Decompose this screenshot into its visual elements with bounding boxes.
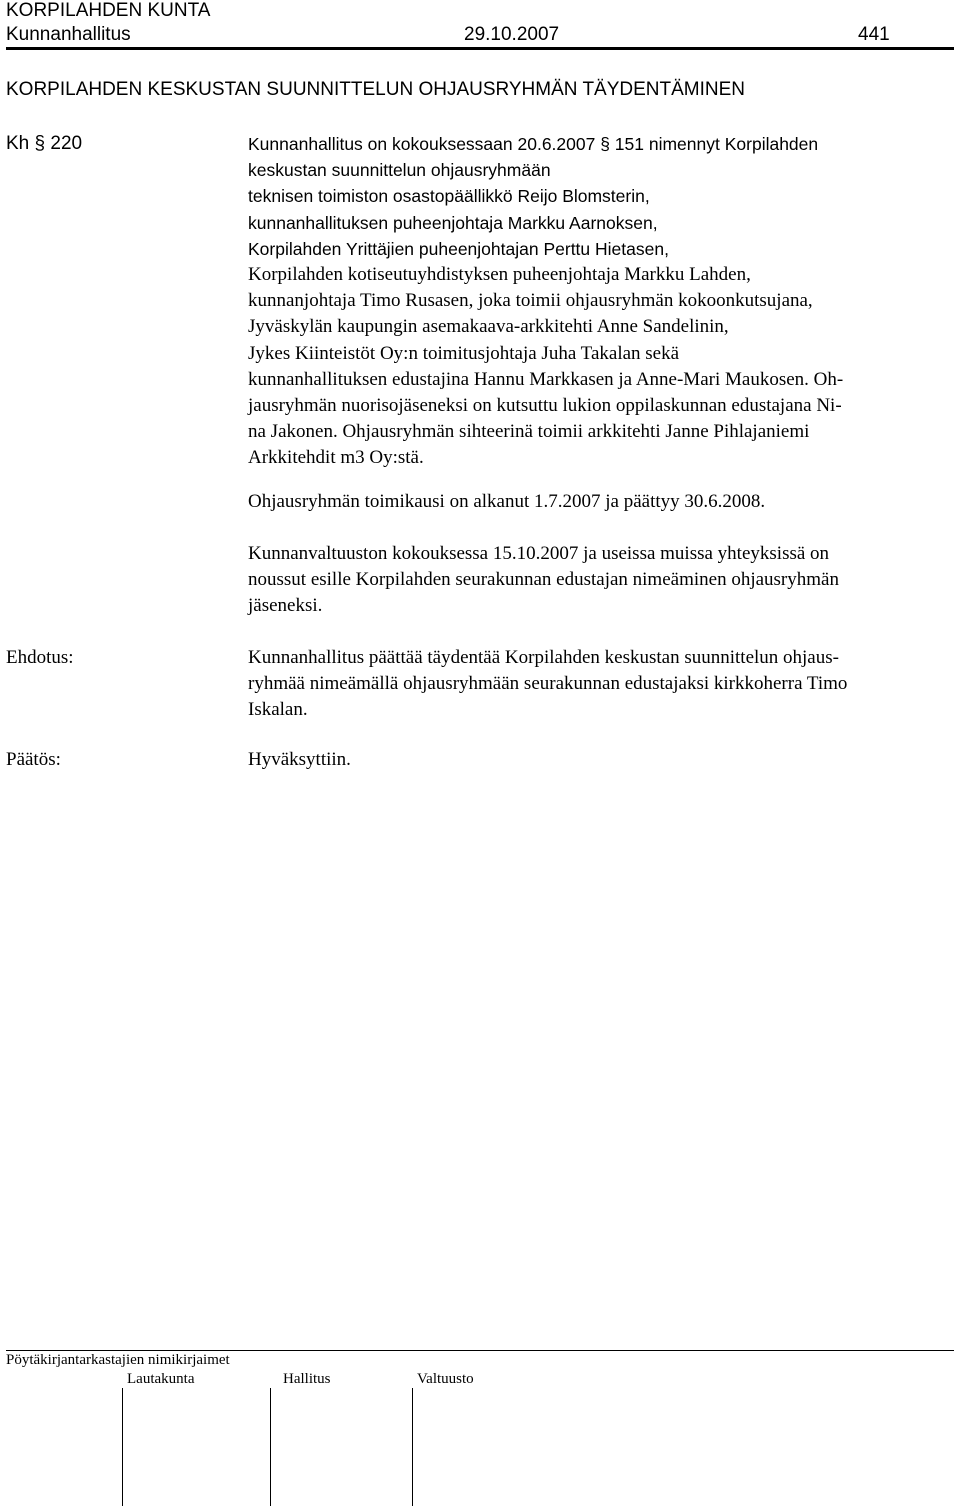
proposal-line: ryhmää nimeämällä ohjausryhmään seurakunnan edustajaksi kirkkoherra Timo (248, 673, 848, 695)
section-body (248, 131, 954, 472)
header-divider (6, 47, 954, 50)
decision-text: Hyväksyttiin. (248, 749, 351, 770)
council-line: Kunnanvaltuuston kokouksessa 15.10.2007 ja useissa muissa yhteyksissä on (248, 543, 830, 564)
proposal-line: Kunnanhallitus päättää täydentää Korpilahden keskustan suunnittelun ohjaus- (248, 647, 839, 668)
body-line: jausryhmän nuorisojäseneksi on kutsuttu lukion oppilaskunnan edustajana Ni- (248, 395, 842, 417)
section-symbol: § (34, 133, 46, 154)
body-line: kunnanhallituksen edustajina Hannu Markkasen ja Anne-Mari Maukosen. Oh- (248, 368, 844, 390)
footer-column-valtuusto: Valtuusto (417, 1371, 474, 1387)
term-paragraph: Ohjausryhmän toimikausi on alkanut 1.7.2007 ja päättyy 30.6.2008. (248, 491, 766, 512)
section-label (6, 131, 82, 157)
body-line: Jyväskylän kaupungin asemakaava-arkkitehti Anne Sandelinin, (248, 316, 729, 338)
decision-label: Päätös: (6, 749, 61, 770)
section-kh: Kh (6, 133, 30, 154)
footer-column-hallitus: Hallitus (283, 1371, 331, 1387)
footer-divider (6, 1350, 954, 1351)
body-line: keskustan suunnittelun ohjausryhmään (248, 160, 551, 181)
meeting-date: 29.10.2007 (464, 24, 560, 45)
footer-title: Pöytäkirjantarkastajien nimikirjaimet (6, 1352, 230, 1368)
proposal-label: Ehdotus: (6, 647, 74, 668)
council-line: jäseneksi. (248, 595, 323, 617)
section-number: 220 (50, 133, 83, 154)
proposal-text (248, 645, 954, 724)
footer-column-lautakunta: Lautakunta (127, 1371, 195, 1387)
document-title: KORPILAHDEN KESKUSTAN SUUNNITTELUN OHJAUSRYHMÄN TÄYDENTÄMINEN (6, 79, 746, 100)
body-line: Arkkitehdit m3 Oy:stä. (248, 447, 424, 469)
committee-name: Kunnanhallitus (6, 24, 131, 45)
council-paragraph (248, 541, 954, 620)
signature-column-divider (270, 1388, 271, 1506)
body-line: Jykes Kiinteistöt Oy:n toimitusjohtaja Juha Takalan sekä (248, 342, 680, 364)
body-line: kunnanhallituksen puheenjohtaja Markku Aarnoksen, (248, 212, 658, 233)
organization-name: KORPILAHDEN KUNTA (6, 0, 211, 21)
council-line: noussut esille Korpilahden seurakunnan edustajan nimeäminen ohjausryhmän (248, 569, 839, 591)
page-number: 441 (858, 24, 890, 45)
proposal-line: Iskalan. (248, 699, 308, 721)
signature-column-divider (412, 1388, 413, 1506)
body-line: kunnanjohtaja Timo Rusasen, joka toimii ohjausryhmän kokoonkutsujana, (248, 290, 813, 312)
body-line: Kunnanhallitus on kokouksessaan 20.6.2007 § 151 nimennyt Korpilahden (248, 134, 819, 154)
body-line: Korpilahden kotiseutuyhdistyksen puheenjohtaja Markku Lahden, (248, 264, 751, 286)
body-line: Korpilahden Yrittäjien puheenjohtajan Perttu Hietasen, (248, 238, 669, 259)
body-line: na Jakonen. Ohjausryhmän sihteerinä toimii arkkitehti Janne Pihlajaniemi (248, 421, 810, 443)
signature-column-divider (122, 1388, 123, 1506)
body-line: teknisen toimiston osastopäällikkö Reijo Blomsterin, (248, 186, 650, 207)
